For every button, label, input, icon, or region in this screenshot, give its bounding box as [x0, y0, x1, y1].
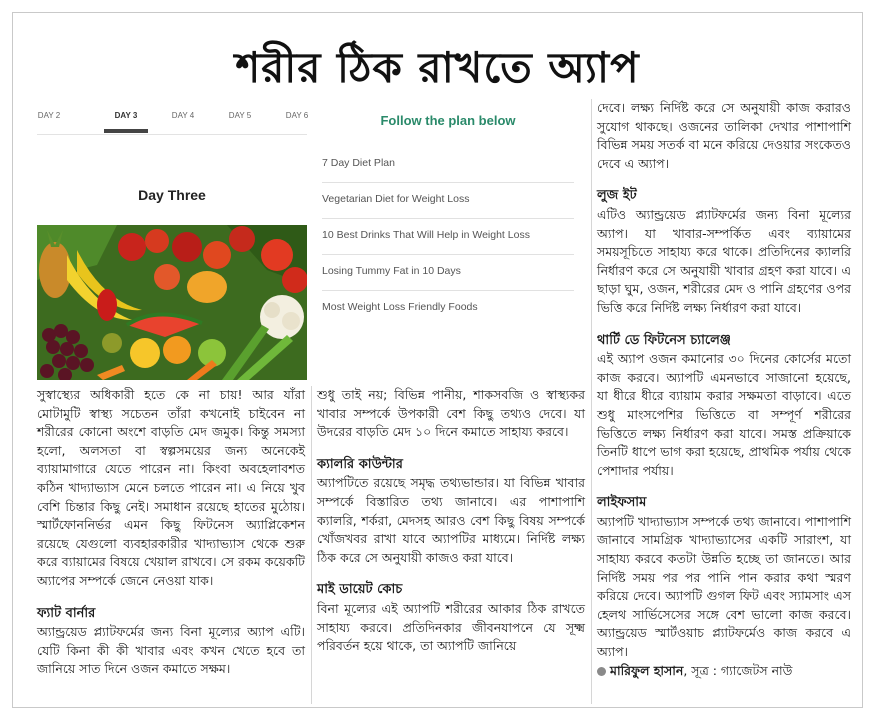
- day-tab-bar: [37, 99, 307, 135]
- my-diet-coach-heading: মাই ডায়েট কোচ: [317, 582, 403, 598]
- thirty-day-heading: থার্টি ডে ফিটনেস চ্যালেঞ্জ: [597, 332, 731, 348]
- headline: শরীর ঠিক রাখতে অ্যাপ: [235, 43, 640, 92]
- app-day-panel: [37, 99, 307, 380]
- tab-day-3[interactable]: DAY 3: [114, 111, 138, 120]
- app-screenshot: [37, 99, 586, 380]
- plan-item[interactable]: 10 Best Drinks That Will Help in Weight Loss: [322, 219, 574, 255]
- column-divider: [311, 386, 312, 704]
- tab-day-2[interactable]: DAY 2: [37, 111, 61, 120]
- plan-title: Follow the plan below: [380, 113, 516, 128]
- plan-item[interactable]: Vegetarian Diet for Weight Loss: [322, 183, 574, 219]
- fat-burner-heading: ফ্যাট বার্নার: [37, 605, 96, 621]
- lifesum-paragraph: অ্যাপটি খাদ্যাভ্যাস সম্পর্কে তথ্য জানাবে। পাশাপাশি জানাবে সামগ্রিক খাদ্যাভ্যাসের একটি সারাংশ, যা সাহায্য করবে কতটা উন্নতি হচ্ছে তা জানতে। আর নির্দিষ্ট সময় পর পর পানি পান করার কথা স্মরণ করিয়ে দেবে। অ্যাপটি গুগল ফিট এবং স্যামসাং এস হেলথ সার্ভিসেসের সঙ্গে বেশ ভালো কাজ করবে। অ্যান্ড্রয়েড স্মার্টওয়াচ প্ল্যাটফর্মেও কাজ করবে এ অ্যাপ।: [597, 513, 851, 660]
- fruits-vegetables-image: [37, 225, 307, 380]
- my-diet-coach-paragraph: বিনা মূল্যের এই অ্যাপটি শরীরের আকার ঠিক রাখতে সাহায্য করবে। প্রতিদিনকার জীবনযাপনে যে সূক্ষ্ম পরিবর্তন হয়ে থাকে, তা অ্যাপটি জানিয়ে: [317, 600, 585, 654]
- app-plan-panel: [310, 99, 586, 380]
- plan-item[interactable]: Losing Tummy Fat in 10 Days: [322, 255, 574, 291]
- intro-paragraph: সুস্বাস্থ্যের অধিকারী হতে কে না চায়! আর যাঁরা মোটামুটি স্বাস্থ্য সচেতন তাঁরা কখনোই চাইবেন না শরীরের কোনো অংশে বাড়তি মেদ জমুক। কিন্তু সমস্যা হলো, অলসতা বা স্বল্পসময়ের জন্য অনেকেই ব্যায়ামাগারে যেতে পারেন না। কিংবা অবহেলাবশত কঠিন খাদ্যাভ্যাস মেনে চলতে পারেন না। এ নিয়ে খুব বেশি চিন্তার কিছু নেই। সমাধান রয়েছে হাতের মুঠোয়। স্মার্টফোননির্ভর এমন কিছু ফিটনেস অ্যাপ্লিকেশন রয়েছে যেগুলো ব্যবহারকারীর খাদ্যাভ্যাস থেকে শুরু করে ব্যায়ামের বিষয়ে খেয়াল রাখবে। সে রকম কয়েকটি অ্যাপের সম্পর্কে জেনে নেওয়া যাক।: [37, 387, 305, 588]
- lifesum-heading: লাইফসাম: [597, 495, 647, 511]
- column-3: [597, 99, 851, 680]
- thirty-day-paragraph: এই অ্যাপ ওজন কমানোর ৩০ দিনের কোর্সের মতো কাজ করবে। অ্যাপটি এমনভাবে সাজানো হয়েছে, যা ধীরে ধীরে ব্যায়াম করার সক্ষমতা বাড়াবে। এতে শুধু মাংসপেশির ভিত্তিতে বা সম্পূর্ণ শরীরের ভিত্তিতে লক্ষ্য নির্ধারণ করা যাবে। সমস্ত প্রক্রিয়াকে তিনটি ধাপে ভাগ করা হয়েছে, প্রাথমিক পর্যায় থেকে পেশাদার পর্যায়।: [597, 351, 851, 478]
- continuation-paragraph: দেবে। লক্ষ্য নির্দিষ্ট করে সে অনুযায়ী কাজ করারও সুযোগ থাকছে। ওজনের তালিকা দেখার পাশাপাশি বিভিন্ন সময় সতর্ক বা মনে করিয়ে দেওয়ার সংকেতও দেবে এ অ্যাপ।: [597, 100, 851, 171]
- day-title: Day Three: [138, 187, 206, 203]
- bullet-icon: [597, 667, 606, 676]
- tab-day-5[interactable]: DAY 5: [228, 111, 252, 120]
- byline-author: মারিফুল হাসান: [610, 662, 684, 678]
- continuation-paragraph: শুধু তাই নয়; বিভিন্ন পানীয়, শাকসবজি ও স্বাস্থ্যকর খাবার সম্পর্কে উপকারী বেশ কিছু তথ্যও দেবে। যা উদরের বাড়তি মেদ ১০ দিনে কমাতে সাহায্য করবে।: [317, 387, 585, 440]
- column-1: [37, 386, 305, 679]
- column-2: [317, 386, 585, 656]
- lose-it-paragraph: এটিও অ্যান্ড্রয়েড প্ল্যাটফর্মের জন্য বিনা মূল্যের অ্যাপ। যা খাবার-সম্পর্কিত এবং ব্যায়ামের সময়সূচিতে সাহায্য করে থাকে। প্রতিদিনের ক্যালরি নির্ধারণ করে সে অনুযায়ী খাবার গ্রহণ করা যাবে। এ ছাড়া ঘুম, ওজন, শরীরের মেদ ও পানি গ্রহণের ওপর ভিত্তি করে নির্দিষ্ট লক্ষ্য নির্ধারণ করা যাবে।: [597, 206, 851, 315]
- lose-it-heading: লুজ ইট: [597, 188, 637, 204]
- tab-day-6[interactable]: DAY 6: [285, 111, 309, 120]
- plan-list: [322, 147, 574, 327]
- byline-source: , সূত্র : গ্যাজেটস নাউ: [683, 662, 793, 678]
- calorie-counter-paragraph: অ্যাপটিতে রয়েছে সমৃদ্ধ তথ্যভান্ডার। যা বিভিন্ন খাবার সম্পর্কে বিস্তারিত তথ্য জানাবে। এর পাশাপাশি ক্যালরি, শর্করা, মেদসহ আরও বেশ কিছু বিষয় সম্পর্কে খোঁজখবর রাখা যাবে অ্যাপটির মাধ্যমে। নির্দিষ্ট লক্ষ্য ঠিক করে সে অনুযায়ী কাজও করা যাবে।: [317, 475, 585, 565]
- tab-day-4[interactable]: DAY 4: [171, 111, 195, 120]
- byline: [597, 662, 851, 681]
- active-tab-indicator: [104, 129, 148, 133]
- column-divider: [591, 99, 592, 704]
- plan-item[interactable]: 7 Day Diet Plan: [322, 147, 574, 183]
- calorie-counter-heading: ক্যালরি কাউন্টার: [317, 456, 403, 472]
- plan-item[interactable]: Most Weight Loss Friendly Foods: [322, 301, 478, 313]
- newspaper-page: [12, 12, 863, 708]
- fat-burner-paragraph: অ্যান্ড্রয়েড প্ল্যাটফর্মের জন্য বিনা মূল্যের অ্যাপ এটি। যেটি কিনা কী কী খাবার এবং কখন খেতে হবে তা জানিয়ে সাত দিনে ওজন কমাতে সক্ষম।: [37, 624, 305, 677]
